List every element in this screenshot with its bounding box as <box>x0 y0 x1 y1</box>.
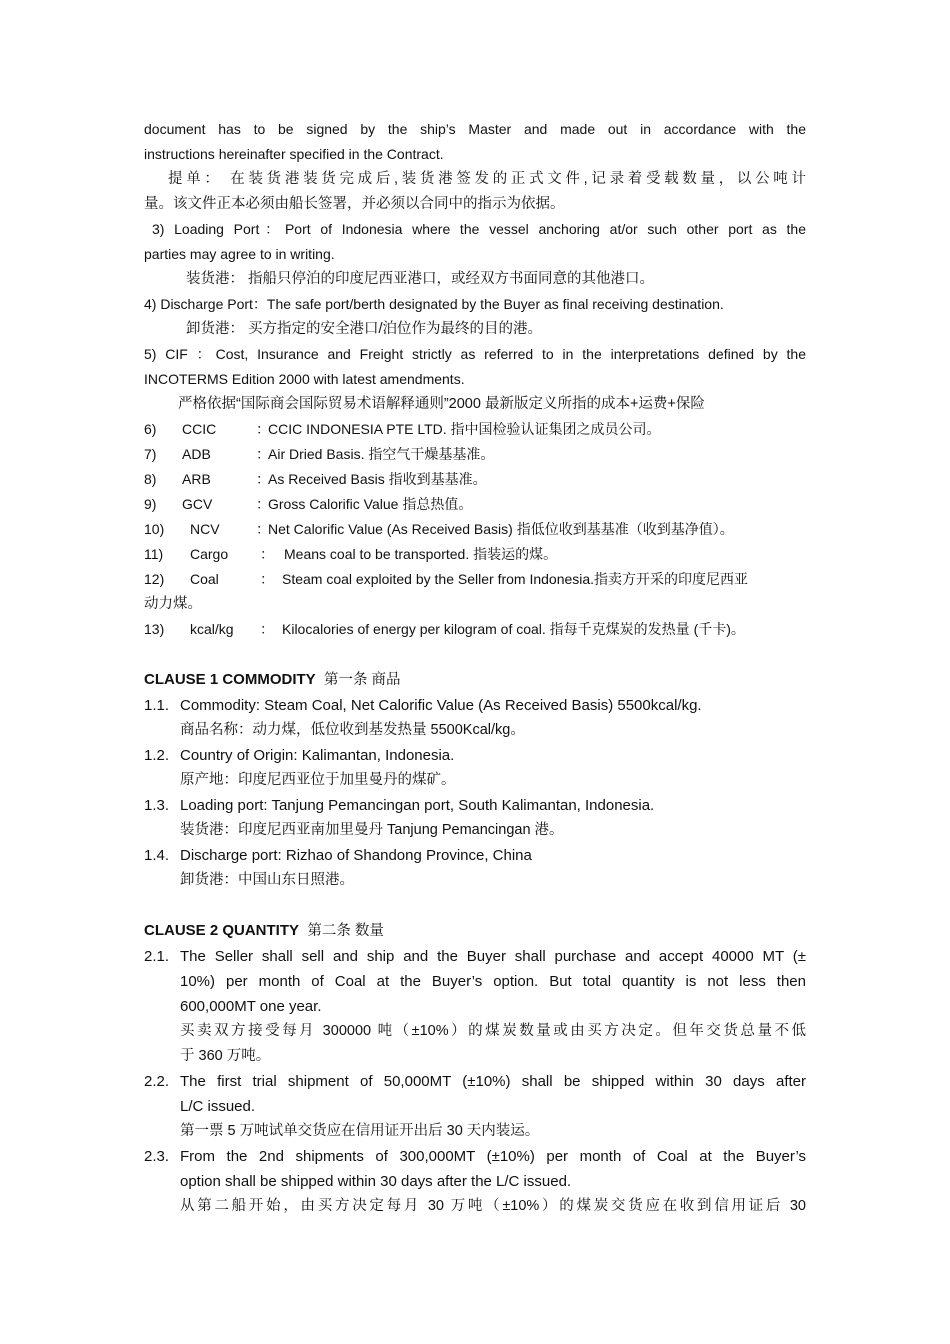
clause-1-heading <box>144 667 806 693</box>
item-text: Discharge port: Rizhao of Shandong Province, China <box>180 847 532 864</box>
clause-item <box>144 1069 806 1094</box>
term-number: 10) <box>144 521 165 537</box>
term-row <box>144 517 806 542</box>
clause-item-zh: 原产地：印度尼西亚位于加里曼丹的煤矿。 <box>180 772 456 788</box>
loading-port-zh: 装货港： 指船只停泊的印度尼西亚港口，或经双方书面同意的其他港口。 <box>186 271 655 287</box>
term-text: As Received Basis 指收到基基准。 <box>268 471 487 487</box>
bl-definition-line: document has to be signed by the ship’s Master and made out in accordance with the <box>144 121 806 137</box>
clause-item <box>144 743 806 768</box>
term-colon: ： <box>260 571 274 587</box>
term-text: Kilocalories of energy per kilogram of coal. 指每千克煤炭的发热量 (千卡)。 <box>282 621 745 637</box>
term-colon: ： <box>260 621 274 637</box>
item-number: 1.4. <box>144 847 170 864</box>
item-text: The first trial shipment of 50,000MT (±10%) shall be shipped within 30 days after <box>180 1073 806 1090</box>
term-number: 7) <box>144 446 157 462</box>
term-name: ARB <box>182 471 211 487</box>
item-number: 1.3. <box>144 797 170 814</box>
clause-item-zh: 于 360 万吨。 <box>180 1048 271 1064</box>
term-colon: ： <box>256 496 270 512</box>
cif-definition: 5) CIF ：Cost, Insurance and Freight strictly as referred to in the interpretations defined by the <box>144 346 806 362</box>
item-number: 1.2. <box>144 747 170 764</box>
item-text-continued: 10%) per month of Coal at the Buyer’s option. But total quantity is not less then <box>180 973 806 990</box>
term-row <box>144 567 806 592</box>
cif-definition: INCOTERMS Edition 2000 with latest amendments. <box>144 371 465 387</box>
item-text: From the 2nd shipments of 300,000MT (±10%) per month of Coal at the Buyer’s <box>180 1148 806 1165</box>
item-text-continued: option shall be shipped within 30 days after the L/C issued. <box>180 1173 572 1190</box>
term-text: Means coal to be transported. 指装运的煤。 <box>284 546 558 562</box>
term-row-continuation: 动力煤。 <box>144 596 202 612</box>
term-row <box>144 542 806 567</box>
discharge-port-definition: 4) Discharge Port：The safe port/berth designated by the Buyer as final receiving destination. <box>144 296 724 312</box>
spacer <box>144 642 806 667</box>
term-number: 13) <box>144 621 165 637</box>
clause-item-zh: 商品名称：动力煤，低位收到基发热量 5500Kcal/kg。 <box>180 722 525 738</box>
term-number: 12) <box>144 571 165 587</box>
clause-item-zh: 卸货港：中国山东日照港。 <box>180 872 354 888</box>
term-name: kcal/kg <box>190 621 234 637</box>
clause-item <box>144 1144 806 1169</box>
term-row <box>144 417 806 442</box>
clause-title: CLAUSE 2 QUANTITY <box>144 922 300 939</box>
clause-item <box>144 843 806 868</box>
term-colon: ： <box>260 546 274 562</box>
term-name: NCV <box>190 521 220 537</box>
item-text: Loading port: Tanjung Pemancingan port, South Kalimantan, Indonesia. <box>180 797 655 814</box>
term-name: GCV <box>182 496 213 512</box>
term-name: Cargo <box>190 546 229 562</box>
clause-item <box>144 793 806 818</box>
term-number: 6) <box>144 421 157 437</box>
item-text: Country of Origin: Kalimantan, Indonesia. <box>180 747 455 764</box>
bl-definition-zh: 提单： 在装货港装货完成后,装货港签发的正式文件,记录着受载数量，以公吨计 <box>168 171 806 187</box>
loading-port-definition: 3) Loading Port：Port of Indonesia where the vessel anchoring at/or such other port as the <box>152 221 806 237</box>
spacer <box>144 893 806 918</box>
clause-item-zh: 第一票 5 万吨试单交货应在信用证开出后 30 天内装运。 <box>180 1123 540 1139</box>
term-text: Net Calorific Value (As Received Basis) 指低位收到基基准（收到基净值）。 <box>268 521 734 537</box>
term-row <box>144 442 806 467</box>
term-number: 8) <box>144 471 157 487</box>
term-row <box>144 467 806 492</box>
term-row <box>144 492 806 517</box>
clause-item <box>144 693 806 718</box>
item-number: 1.1. <box>144 697 170 714</box>
document-body <box>144 117 806 1219</box>
term-colon: ： <box>256 421 270 437</box>
term-name: ADB <box>182 446 211 462</box>
clause-2-heading <box>144 918 806 944</box>
clause-title: CLAUSE 1 COMMODITY <box>144 671 316 688</box>
term-text: Air Dried Basis. 指空气干燥基基准。 <box>268 446 495 462</box>
term-number: 9) <box>144 496 157 512</box>
term-number: 11) <box>144 546 164 562</box>
term-colon: ： <box>256 471 270 487</box>
loading-port-definition: parties may agree to in writing. <box>144 246 335 262</box>
clause-item-zh: 从第二船开始，由买方决定每月 30 万吨（±10%）的煤炭交货应在收到信用证后 30 <box>180 1198 806 1214</box>
term-colon: ： <box>256 446 270 462</box>
term-name: CCIC <box>182 421 217 437</box>
discharge-port-zh: 卸货港： 买方指定的安全港口/泊位作为最终的目的港。 <box>186 321 543 337</box>
clause-item-zh: 装货港：印度尼西亚南加里曼丹 Tanjung Pemancingan 港。 <box>180 822 564 838</box>
item-text: The Seller shall sell and ship and the Buyer shall purchase and accept 40000 MT (± <box>180 948 806 965</box>
term-colon: ： <box>256 521 270 537</box>
cif-zh: 严格依据“国际商会国际贸易术语解释通则”2000 最新版定义所指的成本+运费+保险 <box>178 396 705 412</box>
item-text-continued: 600,000MT one year. <box>180 998 322 1015</box>
term-row <box>144 617 806 642</box>
term-text: Gross Calorific Value 指总热值。 <box>268 496 473 512</box>
item-number: 2.2. <box>144 1073 170 1090</box>
item-number: 2.1. <box>144 948 170 965</box>
term-text: CCIC INDONESIA PTE LTD. 指中国检验认证集团之成员公司。 <box>268 421 661 437</box>
term-name: Coal <box>190 571 219 587</box>
clause-title-zh: 第二条 数量 <box>307 923 384 939</box>
item-text-continued: L/C issued. <box>180 1098 256 1115</box>
item-number: 2.3. <box>144 1148 170 1165</box>
item-text: Commodity: Steam Coal, Net Calorific Value (As Received Basis) 5500kcal/kg. <box>180 697 702 714</box>
bl-definition-zh: 量。该文件正本必须由船长签署，并必须以合同中的指示为依据。 <box>144 196 565 212</box>
clause-title-zh: 第一条 商品 <box>324 672 401 688</box>
clause-item <box>144 944 806 969</box>
bl-definition-line: instructions hereinafter specified in the Contract. <box>144 146 444 162</box>
clause-item-zh: 买卖双方接受每月 300000 吨（±10%）的煤炭数量或由买方决定。但年交货总量不低 <box>180 1023 806 1039</box>
term-text: Steam coal exploited by the Seller from Indonesia.指卖方开采的印度尼西亚 <box>282 571 749 587</box>
